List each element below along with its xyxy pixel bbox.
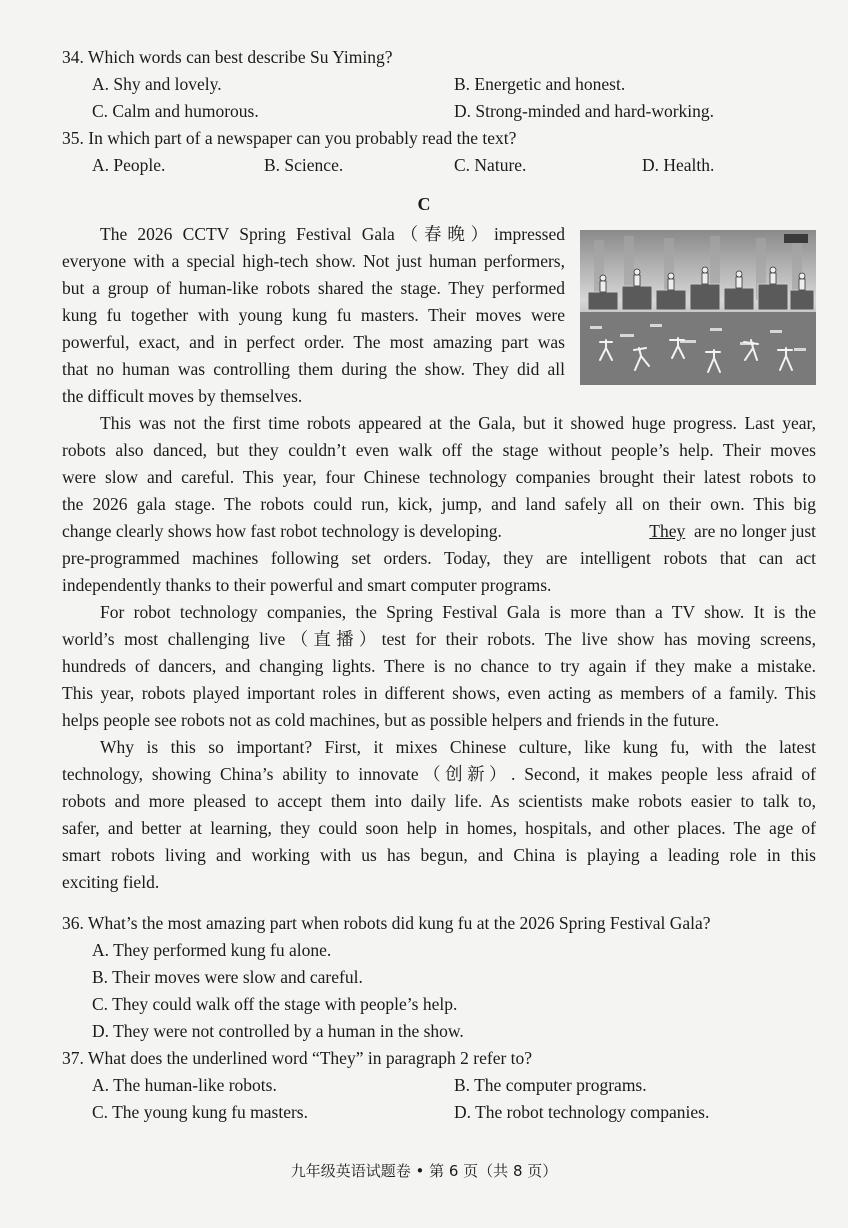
p4-line-2: technology, showing China’s ability to innovate（创新）. Second, it makes people less afraid of	[62, 764, 816, 784]
q37-option-d[interactable]: D. The robot technology companies.	[454, 1102, 710, 1122]
p2-line-5-text: change clearly shows how fast robot technology is developing.	[62, 521, 502, 541]
p4-line-4: safer, and better at learning, they could soon help in homes, hospitals, and other places. The age of	[62, 818, 816, 838]
q36-option-b[interactable]: B. Their moves were slow and careful.	[92, 967, 363, 987]
q37-option-c[interactable]: C. The young kung fu masters.	[92, 1102, 308, 1122]
p1-line-4: kung fu together with young kung fu masters. Their moves were	[62, 305, 565, 325]
q37-stem: 37. What does the underlined word “They” in paragraph 2 refer to?	[62, 1048, 533, 1068]
p1-line-3: but a group of human-like robots shared the stage. They performed	[62, 278, 565, 298]
p1-line-5: powerful, exact, and in perfect order. The most amazing part was	[62, 332, 565, 352]
q37-option-b[interactable]: B. The computer programs.	[454, 1075, 647, 1095]
p3-line-4: This year, robots played important roles in different shows, even acting as members of a family. This	[62, 683, 816, 703]
stage-photo-illustration	[580, 230, 816, 385]
p4-line-1: Why is this so important? First, it mixes Chinese culture, like kung fu, with the latest	[100, 737, 816, 757]
p2-line-3: were slow and careful. This year, four Chinese technology companies brought their latest robots to	[62, 467, 816, 487]
p2-line-5-tail	[649, 518, 816, 545]
underlined-they: They	[649, 521, 686, 541]
q37-option-a[interactable]: A. The human-like robots.	[92, 1075, 277, 1095]
p4-line-6: exciting field.	[62, 872, 160, 892]
p2-line-5	[62, 518, 816, 545]
p2-line-2: robots also danced, but they couldn’t even walk off the stage without people’s help. Their moves	[62, 440, 816, 460]
p1-line-6: that no human was controlling them during the show. They did all	[62, 359, 565, 379]
q36-stem: 36. What’s the most amazing part when robots did kung fu at the 2026 Spring Festival Gala?	[62, 913, 711, 933]
p3-line-1: For robot technology companies, the Spring Festival Gala is more than a TV show. It is the	[100, 602, 816, 622]
q34-option-a[interactable]: A. Shy and lovely.	[92, 74, 222, 94]
p2-line-7: independently thanks to their powerful and smart computer programs.	[62, 575, 552, 595]
p2-line-4: the 2026 gala stage. The robots could run, kick, jump, and land safely all on their own. This big	[62, 494, 816, 514]
p1-line-2: everyone with a special high-tech show. Not just human performers,	[62, 251, 565, 271]
p3-line-2: world’s most challenging live（直播）test for their robots. The live show has moving screens,	[62, 629, 816, 649]
p4-line-5: smart robots living and working with us has begun, and China is playing a leading role in this	[62, 845, 816, 865]
q36-option-a[interactable]: A. They performed kung fu alone.	[92, 940, 332, 960]
q35-option-a[interactable]: A. People.	[92, 155, 166, 175]
q34-option-d[interactable]: D. Strong-minded and hard-working.	[454, 101, 715, 121]
p2-line-1: This was not the first time robots appeared at the Gala, but it showed huge progress. Last year,	[100, 413, 816, 433]
section-heading: C	[417, 194, 431, 214]
p2-line-5-end: are no longer just	[694, 521, 816, 541]
q36-option-c[interactable]: C. They could walk off the stage with people’s help.	[92, 994, 458, 1014]
q35-option-d[interactable]: D. Health.	[642, 155, 715, 175]
robot-kung-fu-photo	[580, 230, 816, 385]
p3-line-3: hundreds of dancers, and changing lights. There is no chance to try again if they make a mistake.	[62, 656, 816, 676]
p1-line-7: the difficult moves by themselves.	[62, 386, 303, 406]
p2-line-6: pre-programmed machines following set orders. Today, they are intelligent robots that can act	[62, 548, 816, 568]
q34-stem: 34. Which words can best describe Su Yiming?	[62, 47, 393, 67]
page-footer: 九年级英语试题卷 • 第 6 页（共 8 页）	[290, 1162, 558, 1180]
q35-option-c[interactable]: C. Nature.	[454, 155, 527, 175]
q36-option-d[interactable]: D. They were not controlled by a human in the show.	[92, 1021, 464, 1041]
q34-option-b[interactable]: B. Energetic and honest.	[454, 74, 626, 94]
q34-option-c[interactable]: C. Calm and humorous.	[92, 101, 259, 121]
q35-stem: 35. In which part of a newspaper can you probably read the text?	[62, 128, 517, 148]
p1-line-1: The 2026 CCTV Spring Festival Gala（春晚）impressed	[100, 224, 565, 244]
q35-option-b[interactable]: B. Science.	[264, 155, 344, 175]
p4-line-3: robots and more pleased to accept them into daily life. As scientists make robots easier to talk to,	[62, 791, 816, 811]
p3-line-5: helps people see robots not as cold machines, but as possible helpers and friends in the future.	[62, 710, 720, 730]
